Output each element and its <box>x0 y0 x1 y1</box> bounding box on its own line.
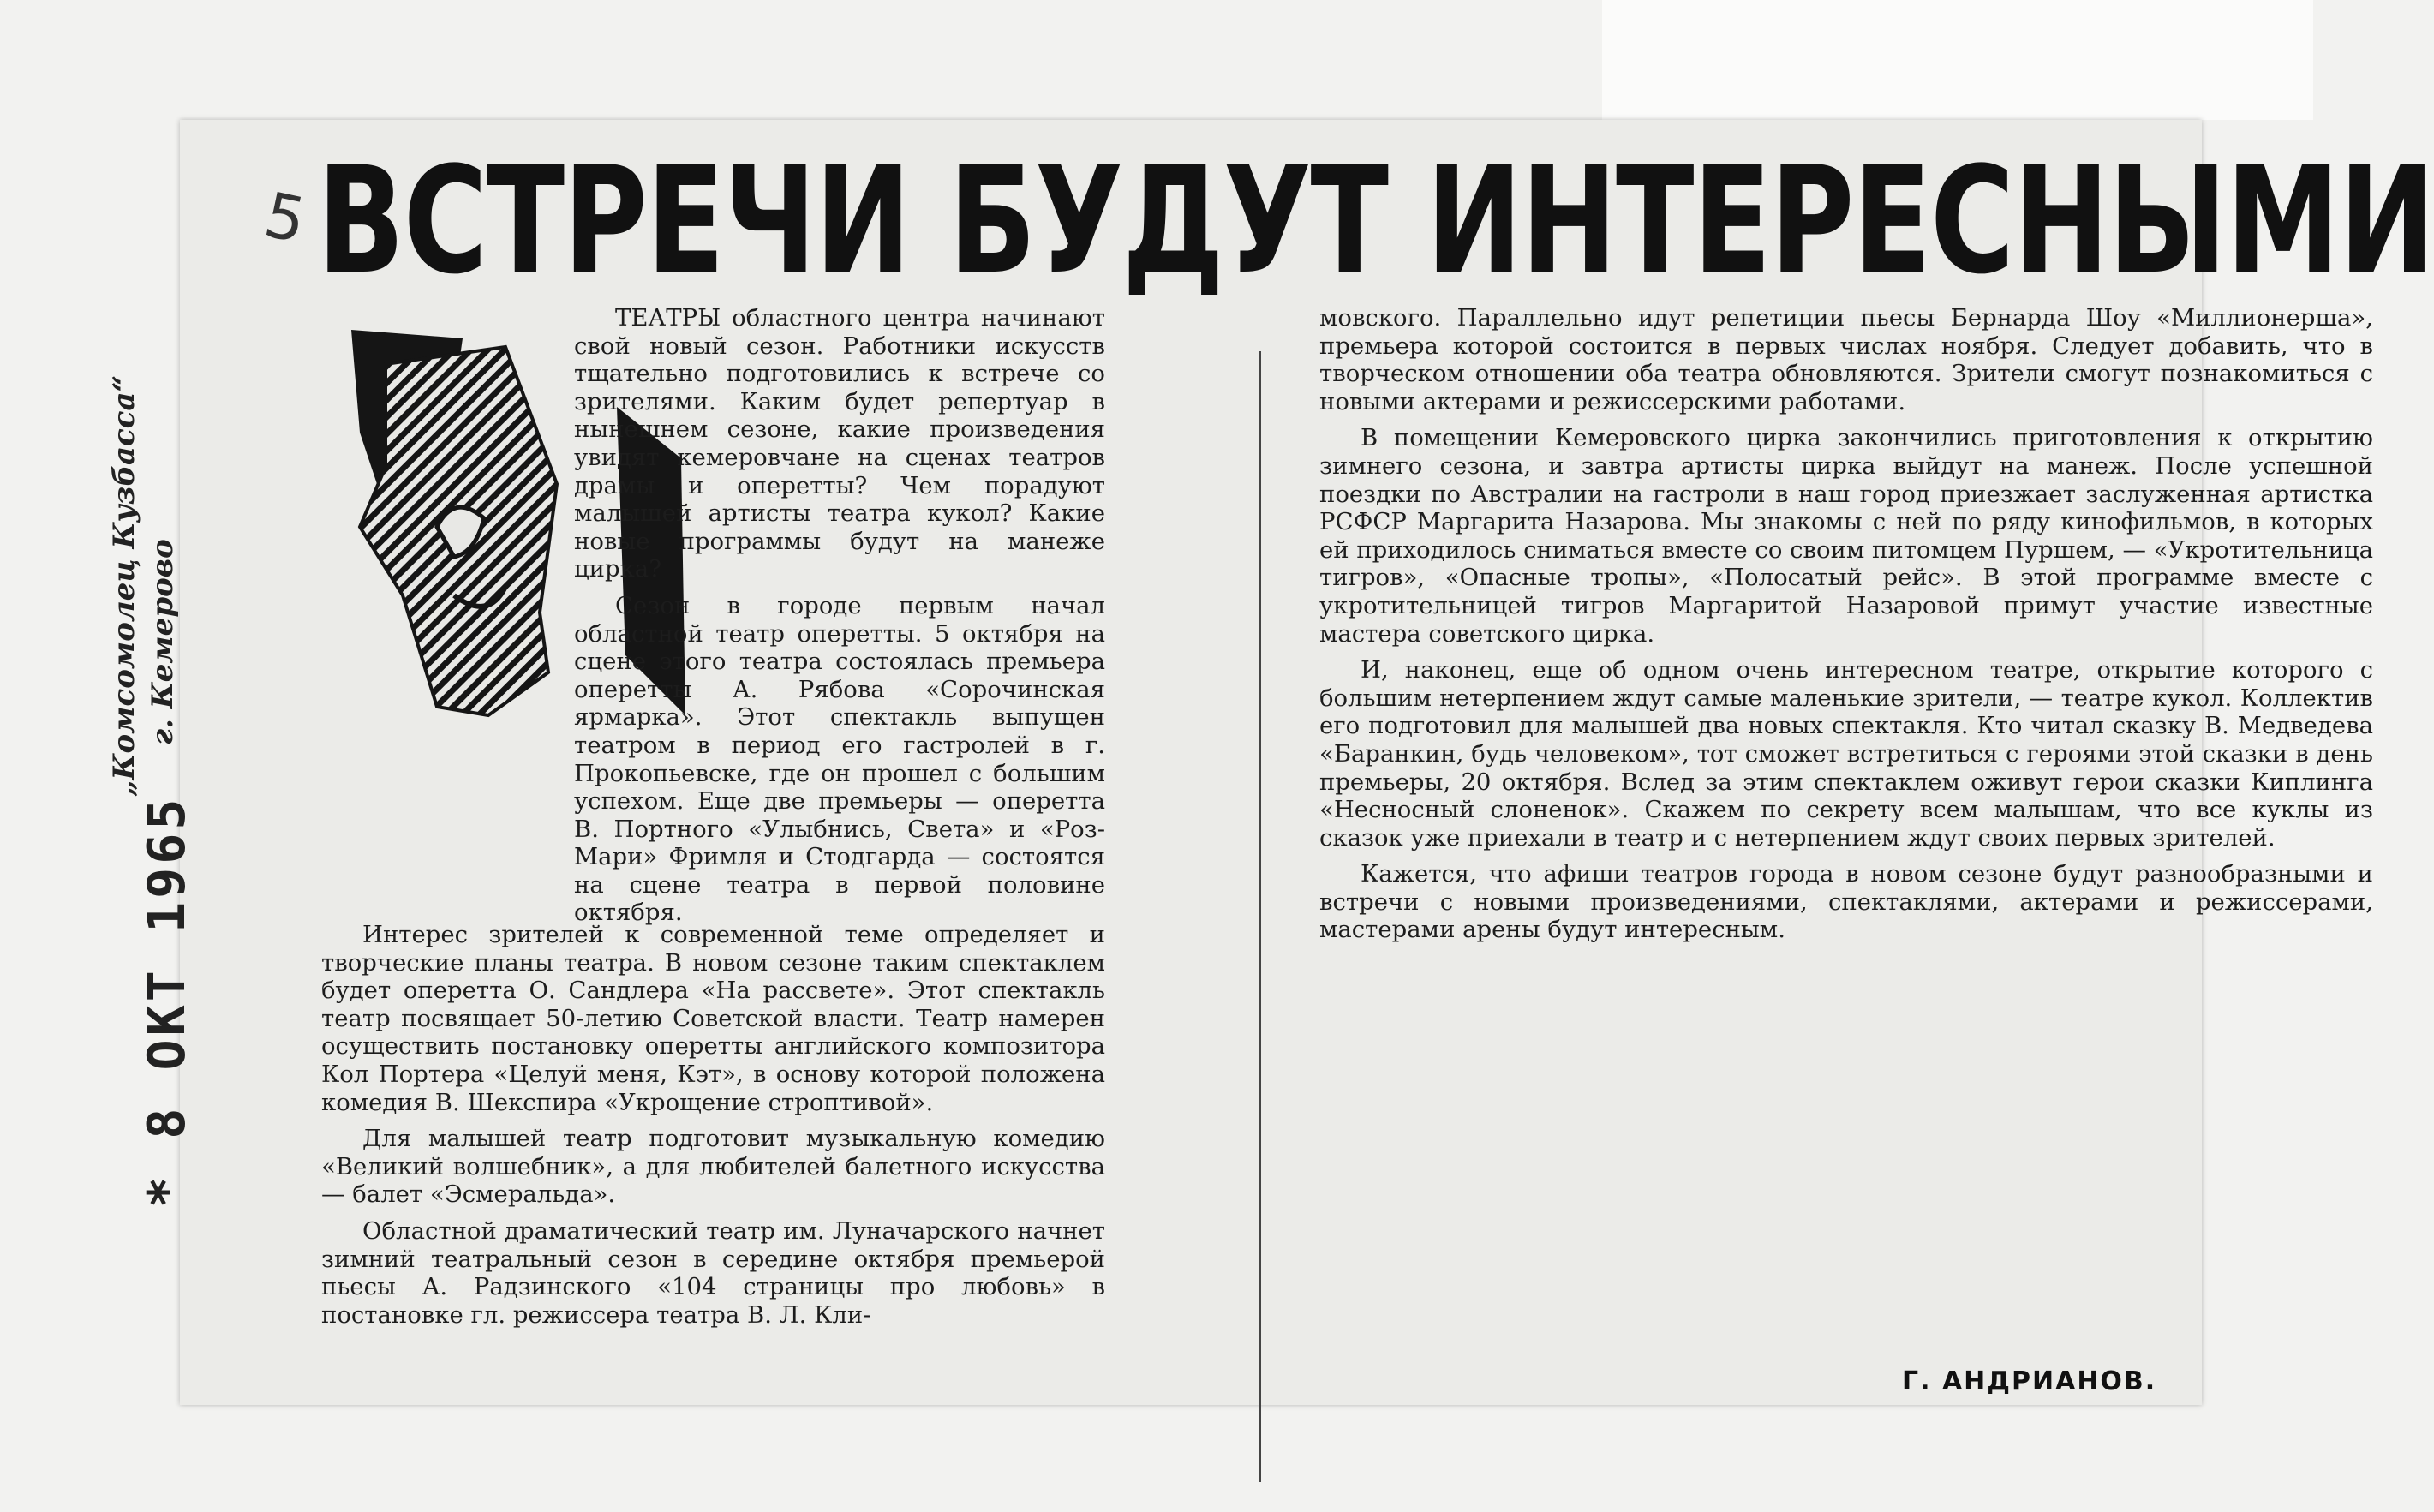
handwritten-source-line1: „Комсомолец Кузбасса“ <box>107 374 141 797</box>
headline: ВСТРЕЧИ БУДУТ ИНТЕРЕСНЫМИ <box>317 134 2434 307</box>
article-column-2 <box>1319 304 2373 953</box>
paragraph: ТЕАТРЫ областного центра начинают свой новый сезон. Работники искусств тщательно подготовились к встрече со зрителями. Каким будет репертуар в нынешнем сезоне, какие произведения увидят кемеровчане на сценах театров драмы и оперетты? Чем порадуют малышей артисты театра кукол? Какие новые программы будут на манеже цирка? <box>574 304 1105 583</box>
date-stamp <box>137 795 197 1209</box>
article-column-1-top <box>574 304 1105 935</box>
handwritten-page-number: 5 <box>258 178 313 257</box>
date-stamp-text: * 8 ОКТ 1965 <box>137 795 197 1208</box>
paragraph: Кажется, что афиши театров города в новом сезоне будут разнообразными и встречи с новыми произведениями, спектаклями, актерами и режиссерами, мастерами арены будут интересным. <box>1319 860 2373 944</box>
paragraph: В помещении Кемеровского цирка закончились приготовления к открытию зимнего сезона, и завтра артисты цирка выйдут на манеж. После успешной поездки по Австралии на гастроли в наш город приезжает заслуженная артистка РСФСР Маргарита Назарова. Мы знакомы с ней по ряду кинофильмов, в которых ей приходилось сниматься вместе со своим питомцем Пуршем, — «Укротительница тигров», «Опасные тропы», «Полосатый рейс». В этой программе вместе с укротительницей тигров Маргаритой Назаровой примут участие известные мастера советского цирка. <box>1319 424 2373 648</box>
paragraph: И, наконец, еще об одном очень интересном театре, открытие которого с большим нетерпением ждут самые маленькие зрители, — театре кукол. Коллектив его подготовил для малышей два новых спектакля. Кто читал сказку В. Медведева «Баранкин, будь человеком», тот сможет встретиться с героями этой сказки в день премьеры, 20 октября. Вслед за этим спектаклем оживут герои сказки Киплинга «Несносный слоненок». Скажем по секрету всем малышам, что все куклы из сказок уже приехали в театр и с нетерпением ждут своих первых зрителей. <box>1319 656 2373 852</box>
newspaper-clipping <box>107 120 2434 1405</box>
scan-background <box>1602 0 2313 120</box>
author-signature: Г. АНДРИАНОВ. <box>1902 1366 2157 1396</box>
article-column-1-bottom <box>321 921 1105 1337</box>
handwritten-source-line2: г. Кемерово <box>146 539 180 745</box>
paragraph: Областной драматический театр им. Луначарского начнет зимний театральный сезон в середине октября премьерой пьесы А. Радзинского «104 страницы про любовь» в постановке гл. режиссера театра В. Л. Кли- <box>321 1216 1105 1329</box>
paragraph: Интерес зрителей к современной теме определяет и творческие планы театра. В новом сезоне таким спектаклем будет оперетта О. Сандлера «На рассвете». Этот спектакль театр посвящает 50-летию Советской власти. Театр намерен осуществить постановку оперетты английского композитора Кол Портера «Целуй меня, Кэт», в основу которой положена комедия В. Шекспира «Укрощение строптивой». <box>321 921 1105 1116</box>
paragraph: Для малышей театр подготовит музыкальную комедию «Великий волшебник», а для любителей балетного искусства — балет «Эсмеральда». <box>321 1125 1105 1209</box>
paragraph: Сезон в городе первым начал областной театр оперетты. 5 октября на сцене этого театра состоялась премьера оперетты А. Рябова «Сорочинская ярмарка». Этот спектакль выпущен театром в период его гастролей в г. Прокопьевске, где он прошел с большим успехом. Еще две премьеры — оперетта В. Портного «Улыбнись, Света» и «Роз-Мари» Фримля и Стодгарда — состоятся на сцене театра в первой половине октября. <box>574 591 1105 927</box>
column-divider <box>1259 351 1261 1482</box>
paragraph: мовского. Параллельно идут репетиции пьесы Бернарда Шоу «Миллионерша», премьера которой состоится в первых числах ноября. Следует добавить, что в творческом отношении оба театра обновляются. Зрители смогут познакомиться с новыми актерами и режиссерскими работами. <box>1319 304 2373 415</box>
